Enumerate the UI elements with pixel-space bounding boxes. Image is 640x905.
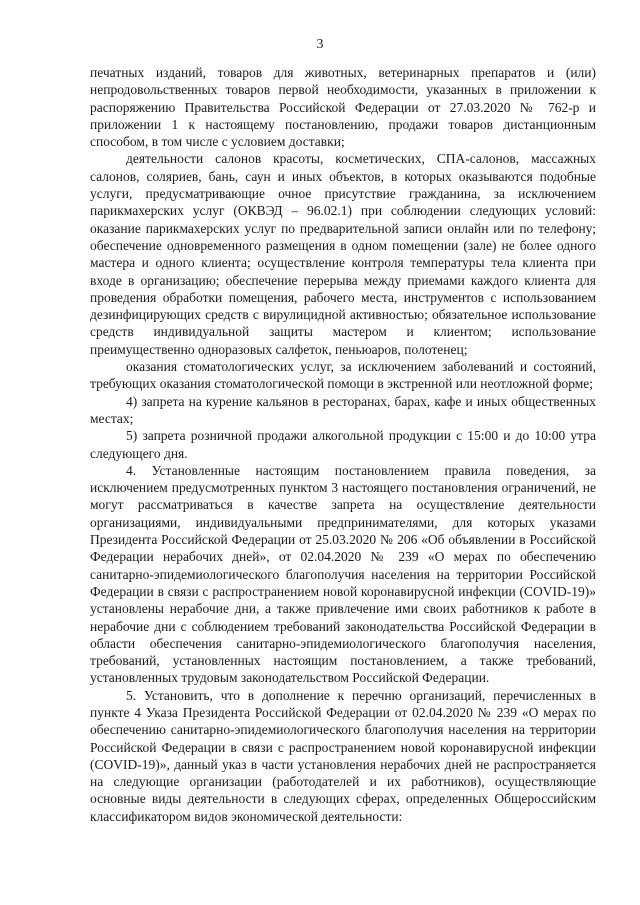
document-body — [90, 64, 596, 825]
paragraph-dental-services: оказания стоматологических услуг, за исключением заболеваний и состояний, требующих оказания стоматологической помощи в экстренной или неотложной форме; — [90, 359, 596, 392]
paragraph-section-5: 5. Установить, что в дополнение к перечню организаций, перечисленных в пункте 4 Указа Президента Российской Федерации от 02.04.2020 № 239 «О мерах по обеспечению санитарно-эпидемиологического благополучия населения на территории Российской Федерации в связи с распространением новой коронавирусной инфекции (COVID-19)», данный указ в части установления нерабочих дней не распространяется на следующие организации (работодателей и их работников), осуществляющие основные виды деятельности в следующих сферах, определенных Общероссийским классификатором видов экономической деятельности: — [90, 687, 596, 824]
paragraph-item-4-hookah: 4) запрета на курение кальянов в ресторанах, барах, кафе и иных общественных местах; — [90, 393, 596, 426]
page-number: 3 — [316, 37, 324, 52]
paragraph-section-4: 4. Установленные настоящим постановлением правила поведения, за исключением предусмотренных пунктом 3 настоящего постановления ограничений, не могут рассматриваться в качестве запрета на осуществление деятельности организациями, индивидуальными предпринимателями, для которых указами Президента Российской Федерации от 25.03.2020 № 206 «Об объявлении в Российской Федерации нерабочих дней», от 02.04.2020 № 239 «О мерах по обеспечению санитарно-эпидемиологического благополучия населения на территории Российской Федерации в связи с распространением новой коронавирусной инфекции (COVID-19)» установлены нерабочие дни, а также привлечение ими своих работников к работе в нерабочие дни с соблюдением требований законодательства Российской Федерации в области обеспечения санитарно-эпидемиологического благополучия населения, требований, установленных настоящим постановлением, а также требований, установленных трудовым законодательством Российской Федерации. — [90, 462, 596, 686]
paragraph-continuation: печатных изданий, товаров для животных, ветеринарных препаратов и (или) непродовольственных товаров первой необходимости, указанных в приложении к распоряжению Правительства Российской Федерации от 27.03.2020 № 762-р и приложении 1 к настоящему постановлению, продажи товаров дистанционным способом, в том числе с условием доставки; — [90, 65, 596, 150]
paragraph-item-5-alcohol: 5) запрета розничной продажи алкогольной продукции с 15:00 и до 10:00 утра следующего дня. — [90, 428, 596, 461]
paragraph-beauty-salons: деятельности салонов красоты, косметических, СПА-салонов, массажных салонов, соляриев, бань, саун и иных объектов, в которых оказываются подобные услуги, предусматривающие очное присутствие гражданина, за исключением парикмахерских услуг (ОКВЭД – 96.02.1) при соблюдении следующих условий: оказание парикмахерских услуг по предварительной записи онлайн или по телефону; обеспечение одновременного размещения в одном помещении (зале) не более одного мастера и одного клиента; осуществление контроля температуры тела клиента при входе в организацию; обеспечение перерыва между приемами каждого клиента для проведения обработки помещения, рабочего места, инструментов с использованием дезинфицирующих средств с вирулицидной активностью; обязательное использование средств индивидуальной защиты мастером и клиентом; использование преимущественно одноразовых салфеток, пеньюаров, полотенец; — [90, 151, 596, 357]
